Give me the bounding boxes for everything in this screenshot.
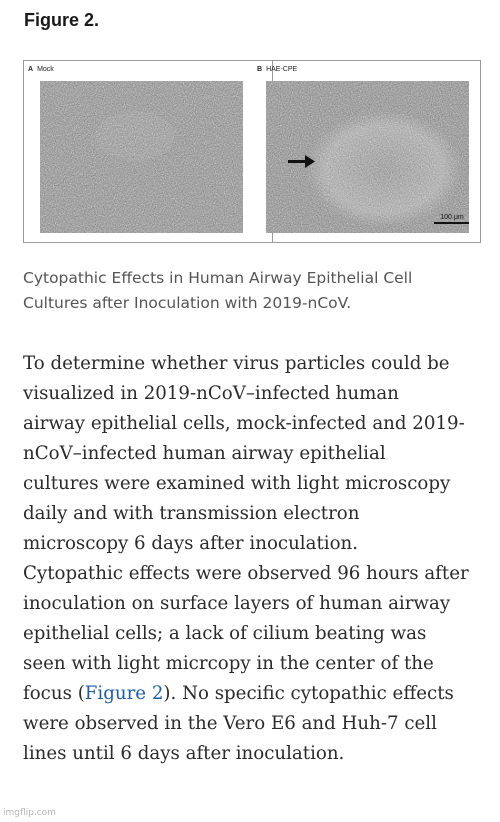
panel-a-label [28, 66, 54, 73]
paragraph-line: microscopy 6 days after inoculation. [23, 533, 359, 554]
figure-caption [23, 266, 483, 316]
paragraph-line: seen with light micrcopy in the center of the [23, 653, 434, 674]
paragraph-line: visualized in 2019-nCoV–infected human [23, 383, 399, 404]
mock-micrograph [40, 81, 243, 233]
panel-a-letter: A [28, 66, 34, 73]
hae-cpe-micrograph [266, 81, 469, 233]
paragraph-line: were observed in the Vero E6 and Huh-7 cell [23, 713, 437, 734]
paragraph-line: To determine whether virus particles could be [23, 353, 450, 374]
panel-b-label [257, 66, 297, 73]
panel-a-name: Mock [37, 66, 54, 73]
line-suffix: ). No specific cytopathic effects [163, 683, 454, 704]
paragraph-line: daily and with transmission electron [23, 503, 360, 524]
paragraph-line: lines until 6 days after inoculation. [23, 743, 345, 764]
paragraph-line: inoculation on surface layers of human airway [23, 593, 451, 614]
figure-panel-box [23, 60, 481, 243]
paragraph-line: airway epithelial cells, mock-infected and 2019- [23, 413, 465, 434]
caption-line: Cultures after Inoculation with 2019-nCoV. [23, 294, 352, 312]
paragraph-line: epithelial cells; a lack of cilium beating was [23, 623, 427, 644]
figure-title: Figure 2. [24, 10, 100, 30]
panel-b-letter: B [257, 66, 263, 73]
caption-line: Cytopathic Effects in Human Airway Epithelial Cell [23, 269, 413, 287]
paragraph-line: Cytopathic effects were observed 96 hours after [23, 563, 469, 584]
paragraph-line [23, 679, 488, 709]
panel-b-name: HAE-CPE [266, 66, 298, 73]
line-prefix: focus ( [23, 683, 85, 704]
figure-2-link[interactable]: Figure 2 [84, 683, 164, 704]
paragraph-line: nCoV–infected human airway epithelial [23, 443, 386, 464]
imgflip-watermark: imgflip.com [3, 808, 56, 818]
scale-bar-label: 100 μm [440, 214, 464, 221]
article-paragraph [23, 349, 488, 769]
paragraph-line: cultures were examined with light microscopy [23, 473, 451, 494]
